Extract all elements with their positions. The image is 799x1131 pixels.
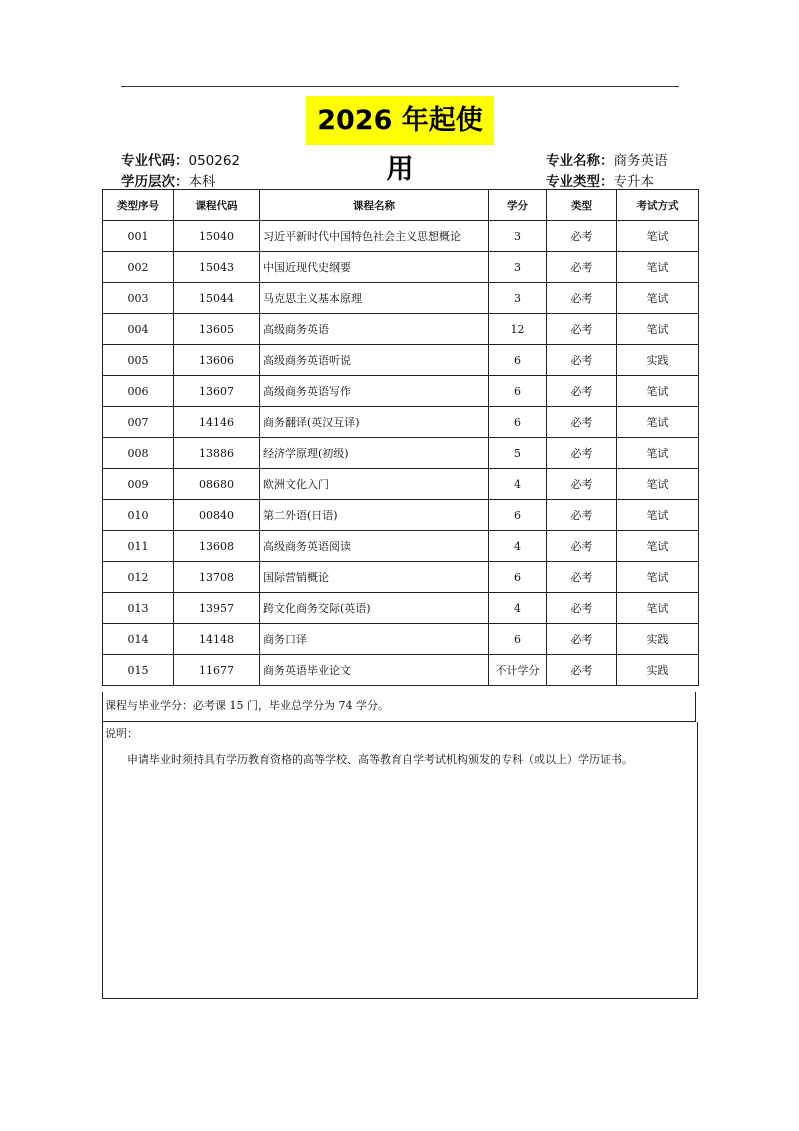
cell-exam-method: 笔试 xyxy=(617,438,699,469)
major-type-label: 专业类型： xyxy=(546,174,614,190)
cell-exam-method: 笔试 xyxy=(617,376,699,407)
table-row xyxy=(103,221,699,252)
cell-code: 13607 xyxy=(174,376,260,407)
cell-credit: 6 xyxy=(489,562,547,593)
cell-credit: 5 xyxy=(489,438,547,469)
cell-course-name: 高级商务英语阅读 xyxy=(260,531,489,562)
table-row xyxy=(103,345,699,376)
major-name-value: 商务英语 xyxy=(613,153,668,169)
header-code: 课程代码 xyxy=(174,190,260,221)
cell-exam-method: 实践 xyxy=(617,655,699,686)
cell-code: 14146 xyxy=(174,407,260,438)
cell-seq: 007 xyxy=(103,407,174,438)
cell-code: 14148 xyxy=(174,624,260,655)
table-row xyxy=(103,500,699,531)
major-code-label: 专业代码： xyxy=(121,153,189,169)
cell-exam-method: 笔试 xyxy=(617,221,699,252)
table-header-row xyxy=(103,190,699,221)
cell-seq: 004 xyxy=(103,314,174,345)
table-row xyxy=(103,531,699,562)
cell-seq: 005 xyxy=(103,345,174,376)
page-title: 2026 年起使用 xyxy=(306,96,494,145)
cell-type: 必考 xyxy=(547,376,617,407)
header-credit: 学分 xyxy=(489,190,547,221)
cell-exam-method: 实践 xyxy=(617,624,699,655)
cell-course-name: 高级商务英语听说 xyxy=(260,345,489,376)
cell-credit: 不计学分 xyxy=(489,655,547,686)
header-seq: 类型序号 xyxy=(103,190,174,221)
cell-course-name: 习近平新时代中国特色社会主义思想概论 xyxy=(260,221,489,252)
major-name-label: 专业名称： xyxy=(546,153,614,169)
notes-label: 说明： xyxy=(105,727,138,740)
cell-type: 必考 xyxy=(547,283,617,314)
cell-code: 13605 xyxy=(174,314,260,345)
cell-type: 必考 xyxy=(547,252,617,283)
table-row xyxy=(103,469,699,500)
cell-course-name: 跨文化商务交际(英语) xyxy=(260,593,489,624)
cell-code: 13606 xyxy=(174,345,260,376)
header-name: 课程名称 xyxy=(260,190,489,221)
cell-code: 15044 xyxy=(174,283,260,314)
cell-exam-method: 笔试 xyxy=(617,283,699,314)
cell-seq: 012 xyxy=(103,562,174,593)
cell-course-name: 商务口译 xyxy=(260,624,489,655)
cell-exam-method: 笔试 xyxy=(617,252,699,283)
cell-exam-method: 笔试 xyxy=(617,469,699,500)
major-type-value: 专升本 xyxy=(613,174,654,190)
header-type: 类型 xyxy=(547,190,617,221)
major-name xyxy=(546,149,668,169)
cell-course-name: 中国近现代史纲要 xyxy=(260,252,489,283)
cell-code: 13608 xyxy=(174,531,260,562)
cell-seq: 001 xyxy=(103,221,174,252)
course-table xyxy=(102,189,699,686)
notes-text: 申请毕业时须持具有学历教育资格的高等学校、高等教育自学考试机构颁发的专科（或以上）学历证书。 xyxy=(127,753,633,766)
cell-code: 13957 xyxy=(174,593,260,624)
cell-seq: 011 xyxy=(103,531,174,562)
cell-type: 必考 xyxy=(547,655,617,686)
cell-code: 11677 xyxy=(174,655,260,686)
cell-seq: 009 xyxy=(103,469,174,500)
cell-type: 必考 xyxy=(547,562,617,593)
cell-exam-method: 笔试 xyxy=(617,407,699,438)
cell-course-name: 商务翻译(英汉互译) xyxy=(260,407,489,438)
major-code xyxy=(121,149,240,169)
credit-summary: 课程与毕业学分：必考课 15 门，毕业总学分为 74 学分。 xyxy=(102,692,696,722)
cell-credit: 3 xyxy=(489,283,547,314)
major-type xyxy=(546,170,654,190)
education-level-label: 学历层次： xyxy=(121,174,189,190)
cell-type: 必考 xyxy=(547,500,617,531)
cell-type: 必考 xyxy=(547,469,617,500)
cell-credit: 4 xyxy=(489,531,547,562)
cell-code: 15043 xyxy=(174,252,260,283)
cell-seq: 006 xyxy=(103,376,174,407)
cell-seq: 010 xyxy=(103,500,174,531)
cell-credit: 6 xyxy=(489,624,547,655)
education-level xyxy=(121,170,216,190)
cell-exam-method: 笔试 xyxy=(617,500,699,531)
cell-course-name: 国际营销概论 xyxy=(260,562,489,593)
cell-code: 15040 xyxy=(174,221,260,252)
table-row xyxy=(103,562,699,593)
cell-seq: 002 xyxy=(103,252,174,283)
major-code-value: 050262 xyxy=(188,153,241,169)
cell-code: 00840 xyxy=(174,500,260,531)
cell-type: 必考 xyxy=(547,531,617,562)
cell-credit: 6 xyxy=(489,376,547,407)
education-level-value: 本科 xyxy=(188,174,216,190)
cell-course-name: 商务英语毕业论文 xyxy=(260,655,489,686)
cell-type: 必考 xyxy=(547,314,617,345)
cell-seq: 015 xyxy=(103,655,174,686)
table-row xyxy=(103,283,699,314)
cell-seq: 014 xyxy=(103,624,174,655)
table-row xyxy=(103,314,699,345)
cell-credit: 6 xyxy=(489,345,547,376)
cell-credit: 3 xyxy=(489,252,547,283)
cell-credit: 4 xyxy=(489,593,547,624)
cell-seq: 013 xyxy=(103,593,174,624)
cell-credit: 3 xyxy=(489,221,547,252)
table-row xyxy=(103,252,699,283)
top-rule xyxy=(121,86,679,87)
cell-type: 必考 xyxy=(547,438,617,469)
cell-type: 必考 xyxy=(547,345,617,376)
cell-exam-method: 笔试 xyxy=(617,562,699,593)
cell-exam-method: 实践 xyxy=(617,345,699,376)
notes-box xyxy=(102,722,698,999)
cell-course-name: 高级商务英语写作 xyxy=(260,376,489,407)
table-row xyxy=(103,438,699,469)
cell-code: 13886 xyxy=(174,438,260,469)
cell-code: 08680 xyxy=(174,469,260,500)
cell-credit: 12 xyxy=(489,314,547,345)
cell-seq: 003 xyxy=(103,283,174,314)
cell-credit: 6 xyxy=(489,407,547,438)
cell-course-name: 马克思主义基本原理 xyxy=(260,283,489,314)
cell-exam-method: 笔试 xyxy=(617,593,699,624)
cell-exam-method: 笔试 xyxy=(617,314,699,345)
cell-course-name: 欧洲文化入门 xyxy=(260,469,489,500)
cell-seq: 008 xyxy=(103,438,174,469)
cell-type: 必考 xyxy=(547,221,617,252)
cell-credit: 6 xyxy=(489,500,547,531)
cell-course-name: 经济学原理(初级) xyxy=(260,438,489,469)
cell-exam-method: 笔试 xyxy=(617,531,699,562)
cell-course-name: 高级商务英语 xyxy=(260,314,489,345)
cell-type: 必考 xyxy=(547,407,617,438)
cell-type: 必考 xyxy=(547,593,617,624)
table-row xyxy=(103,624,699,655)
table-row xyxy=(103,407,699,438)
cell-credit: 4 xyxy=(489,469,547,500)
table-row xyxy=(103,655,699,686)
header-exam: 考试方式 xyxy=(617,190,699,221)
cell-type: 必考 xyxy=(547,624,617,655)
cell-course-name: 第二外语(日语) xyxy=(260,500,489,531)
table-row xyxy=(103,376,699,407)
cell-code: 13708 xyxy=(174,562,260,593)
table-row xyxy=(103,593,699,624)
